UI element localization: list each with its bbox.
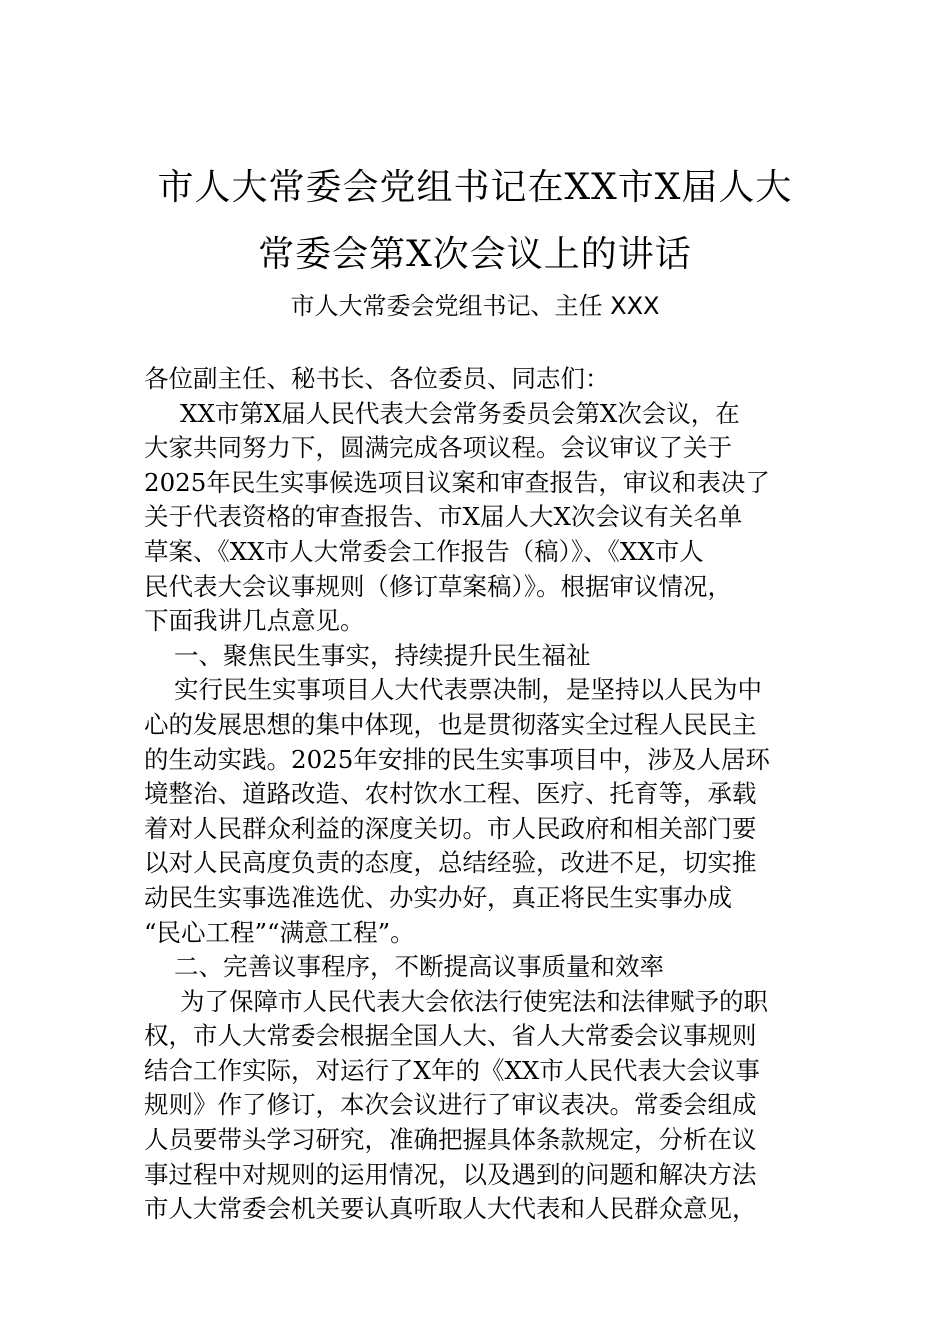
body-line: XX市第X届人民代表大会常务委员会第X次会议，在 bbox=[180, 398, 740, 428]
document-body bbox=[144, 362, 814, 1227]
body-line: 民代表大会议事规则（修订草案稿）》。根据审议情况， bbox=[144, 571, 732, 601]
body-line: 规则》作了修订，本次会议进行了审议表决。常委会组成 bbox=[144, 1090, 757, 1120]
body-line: 下面我讲几点意见。 bbox=[144, 606, 365, 636]
document-byline: 市人大常委会党组书记、主任 XXX bbox=[290, 292, 660, 320]
body-line: 着对人民群众利益的深度关切。市人民政府和相关部门要 bbox=[144, 813, 757, 843]
body-line: 2025年民生实事候选项目议案和审查报告，审议和表决了 bbox=[144, 467, 770, 497]
body-line: 权，市人大常委会根据全国人大、省人大常委会议事规则 bbox=[144, 1021, 757, 1051]
body-line: 草案、《XX市人大常委会工作报告（稿）》、《XX市人 bbox=[144, 536, 704, 566]
section-heading: 一、聚焦民生事实，持续提升民生福祉 bbox=[174, 640, 591, 670]
body-line: 实行民生实事项目人大代表票决制，是坚持以人民为中 bbox=[174, 675, 762, 705]
section-heading: 二、完善议事程序，不断提高议事质量和效率 bbox=[174, 952, 664, 982]
body-line: 关于代表资格的审查报告、市X届人大X次会议有关名单 bbox=[144, 502, 743, 532]
body-line: 人员要带头学习研究，准确把握具体条款规定，分析在议 bbox=[144, 1125, 757, 1155]
body-line: 心的发展思想的集中体现，也是贯彻落实全过程人民民主 bbox=[144, 709, 757, 739]
body-line: 境整治、道路改造、农村饮水工程、医疗、托育等，承载 bbox=[144, 779, 757, 809]
body-line: 大家共同努力下，圆满完成各项议程。会议审议了关于 bbox=[144, 433, 732, 463]
document-title-line-1: 市人大常委会党组书记在XX市X届人大 bbox=[157, 167, 793, 208]
body-line: 事过程中对规则的运用情况，以及遇到的问题和解决方法 bbox=[144, 1159, 757, 1189]
body-line: 的生动实践。2025年安排的民生实事项目中，涉及人居环 bbox=[144, 744, 770, 774]
salutation: 各位副主任、秘书长、各位委员、同志们： bbox=[144, 364, 610, 393]
body-line: 为了保障市人民代表大会依法行使宪法和法律赋予的职 bbox=[180, 986, 768, 1016]
document-title-line-2: 常委会第X次会议上的讲话 bbox=[258, 234, 692, 275]
body-line: 动民生实事选准选优、办实办好，真正将民生实事办成 bbox=[144, 882, 732, 912]
body-line: 以对人民高度负责的态度，总结经验，改进不足，切实推 bbox=[144, 848, 757, 878]
body-line: 结合工作实际，对运行了X年的《XX市人民代表大会议事 bbox=[144, 1055, 760, 1085]
body-line: 市人大常委会机关要认真听取人大代表和人民群众意见， bbox=[144, 1194, 757, 1224]
body-line: “民心工程”“满意工程”。 bbox=[144, 917, 415, 947]
